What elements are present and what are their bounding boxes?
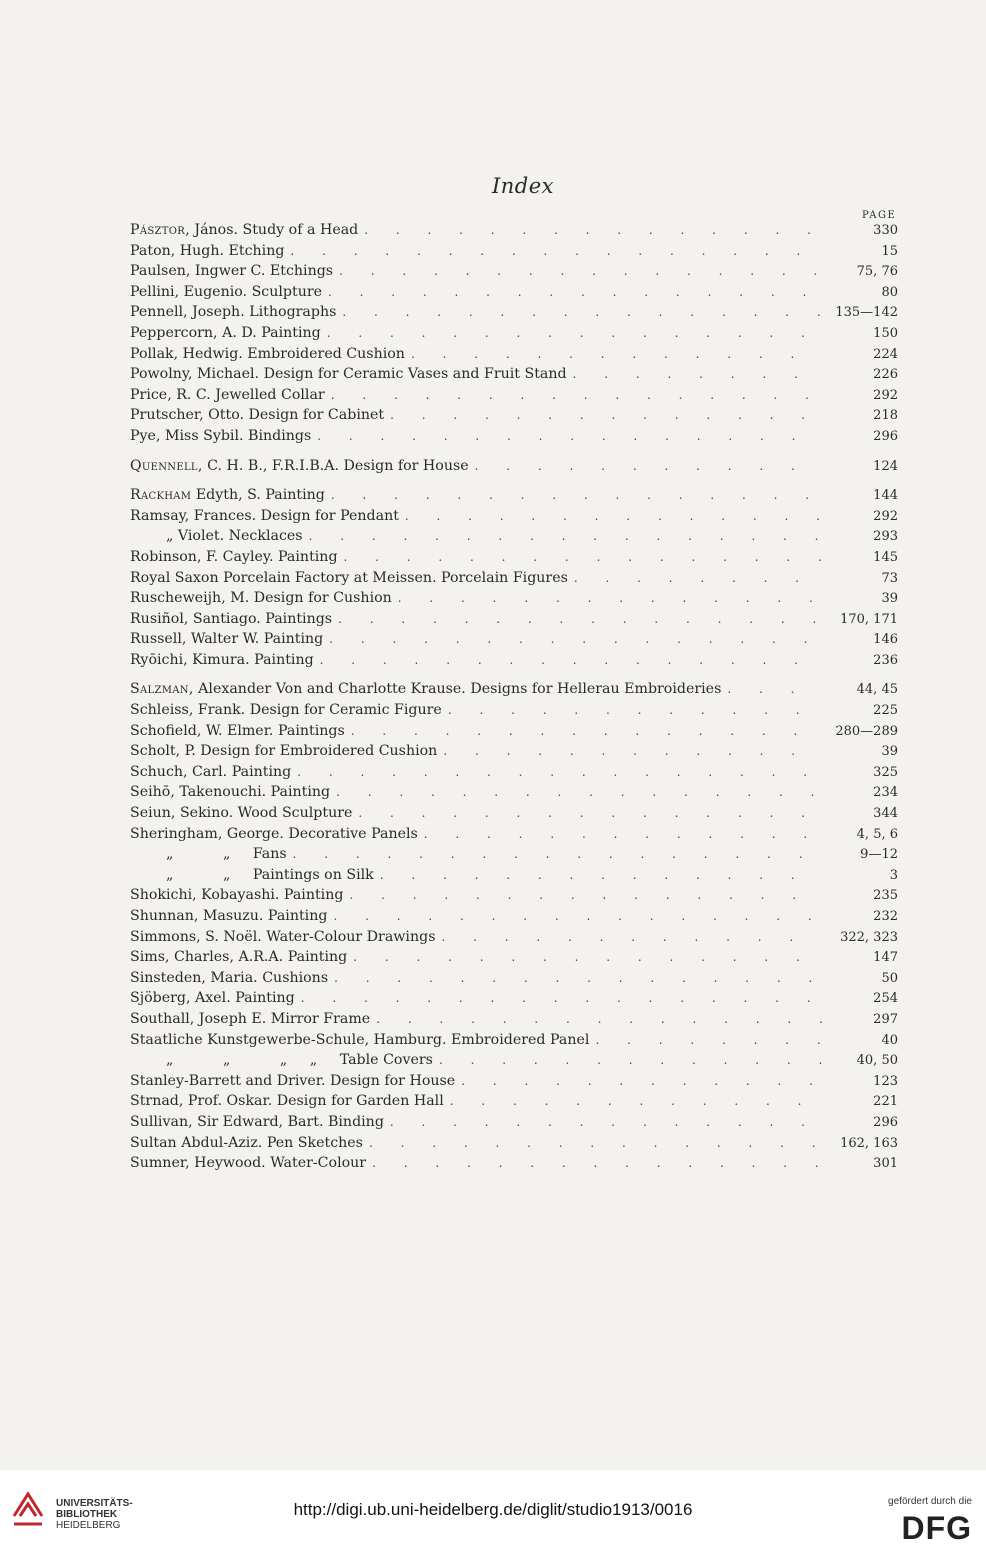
leader-dots (342, 305, 822, 319)
index-entry (130, 346, 898, 367)
page-column-label: PAGE (862, 210, 897, 221)
entry-description: Painting (263, 908, 328, 924)
page-title: Index (491, 174, 555, 198)
entry-description: Bindings (243, 427, 312, 444)
index-entry (130, 1155, 898, 1176)
index-entry (130, 1135, 898, 1156)
index-group (130, 458, 898, 479)
entry-name (130, 304, 336, 320)
entry-name (130, 458, 469, 474)
entry-description: Porcelain Figures (436, 569, 568, 586)
entry-page-number: 162, 163 (840, 1135, 898, 1151)
entry-name (130, 428, 311, 444)
source-url-link[interactable]: http://digi.ub.uni-heidelberg.de/diglit/studio1913/0016 (293, 1500, 693, 1519)
entry-description: Water-Colour Drawings (261, 928, 436, 945)
leader-dots (475, 459, 822, 473)
entry-name (130, 508, 399, 524)
entry-surname: Price, R. C. (130, 386, 211, 403)
entry-description: „ Fans (173, 846, 287, 863)
leader-dots (443, 744, 822, 758)
entry-description: Violet. Necklaces (173, 528, 303, 545)
entry-page-number: 170, 171 (840, 611, 898, 627)
entry-surname: Pásztor, (130, 222, 190, 238)
entry-surname: Seihō, Takenouchi. (130, 784, 267, 801)
index-entry (130, 826, 898, 847)
entry-name (130, 1052, 433, 1068)
entry-page-number: 150 (873, 325, 898, 341)
index-entry (130, 743, 898, 764)
leader-dots (309, 529, 822, 543)
entry-name (130, 366, 567, 382)
entry-description: Alexander Von and Charlotte Krause. Designs for Hellerau Embroideries (193, 681, 722, 698)
entry-name (130, 949, 347, 965)
entry-description: Cushions (257, 969, 329, 986)
entry-name (130, 723, 345, 739)
index-entry (130, 263, 898, 284)
entry-surname: Paton, Hugh. (130, 242, 225, 259)
entry-page-number: 301 (873, 1156, 898, 1172)
entry-page-number: 75, 76 (856, 264, 898, 280)
index-entry (130, 304, 898, 325)
index-entry (130, 764, 898, 785)
entry-surname: „ (166, 846, 174, 863)
entry-description: Painting (279, 887, 344, 904)
index-entry (130, 867, 898, 888)
entry-description: Design for Ceramic Figure (245, 702, 442, 719)
entry-description: Design for House (325, 1072, 456, 1089)
index-entry (130, 387, 898, 408)
leader-dots (320, 653, 822, 667)
leader-dots (290, 244, 822, 258)
entry-surname: Sultan Abdul-Aziz. (130, 1134, 263, 1151)
entry-name (130, 528, 303, 544)
index-entry (130, 325, 898, 346)
leader-dots (380, 868, 822, 882)
leader-dots (327, 326, 822, 340)
index-entry (130, 407, 898, 428)
entry-name (130, 487, 325, 503)
entry-surname: Peppercorn, A. D. (130, 324, 257, 341)
index-entry (130, 487, 898, 508)
entry-surname: Southall, Joseph E. (130, 1010, 267, 1027)
entry-description: Etching (224, 242, 285, 259)
entry-surname: Schofield, W. Elmer. (130, 722, 274, 739)
entry-page-number: 44, 45 (856, 682, 898, 698)
entry-surname: „ (166, 1052, 174, 1069)
entry-surname: Ryōichi, Kimura. (130, 651, 250, 668)
entry-description: Mirror Frame (266, 1010, 371, 1027)
entry-name (130, 1114, 384, 1130)
index-entry (130, 805, 898, 826)
entry-surname: Schuch, Carl. (130, 763, 228, 780)
index-list (130, 222, 898, 1185)
leader-dots (364, 223, 822, 237)
index-entry (130, 549, 898, 570)
index-entry (130, 1073, 898, 1094)
entry-description: Water-Colour (265, 1155, 367, 1172)
index-entry (130, 990, 898, 1011)
entry-description: Embroidered Panel (446, 1031, 590, 1048)
entry-surname: Powolny, Michael. (130, 366, 260, 383)
entry-description: Design for Cabinet (244, 407, 385, 424)
entry-surname: Royal Saxon Porcelain Factory at Meissen. (130, 569, 437, 586)
entry-name (130, 1135, 363, 1151)
entry-description: „ „ „ Table Covers (173, 1052, 433, 1069)
entry-description: Painting (249, 651, 314, 668)
index-entry (130, 458, 898, 479)
entry-name (130, 702, 442, 718)
entry-surname: Pye, Miss Sybil. (130, 427, 244, 444)
entry-surname: Sinsteden, Maria. (130, 969, 258, 986)
index-entry (130, 929, 898, 950)
leader-dots (349, 888, 822, 902)
entry-surname: Sullivan, Sir Edward, Bart. (130, 1113, 324, 1130)
entry-name (130, 263, 333, 279)
entry-name (130, 867, 374, 883)
leader-dots (329, 632, 822, 646)
entry-page-number: 40, 50 (856, 1053, 898, 1069)
index-entry (130, 508, 898, 529)
entry-description: Painting (259, 631, 324, 648)
entry-name (130, 1093, 444, 1109)
entry-surname: Sims, Charles, A.R.A. (130, 949, 284, 966)
entry-description: Lithographs (244, 304, 337, 321)
leader-dots (344, 550, 822, 564)
entry-page-number: 292 (873, 508, 898, 524)
entry-description: János. Study of a Head (189, 222, 359, 238)
entry-name (130, 243, 284, 259)
entry-description: Etchings (265, 263, 334, 280)
leader-dots (369, 1136, 822, 1150)
entry-surname: Paulsen, Ingwer C. (130, 263, 266, 280)
leader-dots (331, 488, 822, 502)
entry-surname: Pennell, Joseph. (130, 304, 245, 321)
entry-page-number: 344 (873, 806, 898, 822)
index-entry (130, 631, 898, 652)
entry-page-number: 73 (881, 570, 898, 586)
entry-surname: Salzman, (130, 681, 194, 698)
entry-name (130, 590, 392, 606)
entry-description: Painting (230, 990, 295, 1007)
index-entry (130, 784, 898, 805)
entry-page-number: 234 (873, 785, 898, 801)
leader-dots (595, 1033, 822, 1047)
library-line-3: HEIDELBERG (56, 1520, 121, 1531)
entry-description: Design for Pendant (256, 507, 399, 524)
entry-surname: Staatliche Kunstgewerbe-Schule, Hamburg. (130, 1031, 447, 1048)
entry-description: Paintings (260, 610, 333, 627)
leader-dots (351, 724, 822, 738)
entry-description: „ Paintings on Silk (173, 866, 374, 883)
index-entry (130, 284, 898, 305)
index-entry (130, 528, 898, 549)
entry-description: Jewelled Collar (210, 386, 325, 403)
funding-note: gefördert durch die (888, 1496, 972, 1507)
entry-surname: Rusiñol, Santiago. (130, 610, 261, 627)
entry-page-number: 330 (873, 223, 898, 238)
entry-page-number: 124 (873, 458, 898, 474)
entry-page-number: 145 (873, 549, 898, 565)
leader-dots (398, 591, 822, 605)
entry-name (130, 846, 287, 862)
index-entry (130, 428, 898, 449)
entry-page-number: 224 (873, 346, 898, 362)
entry-page-number: 236 (873, 652, 898, 668)
entry-name (130, 611, 332, 627)
entry-page-number: 50 (881, 970, 898, 986)
index-group (130, 222, 898, 449)
leader-dots (390, 1115, 822, 1129)
entry-surname: Rackham (130, 487, 192, 504)
entry-description: Paintings (273, 722, 345, 739)
entry-surname: Pellini, Eugenio. (130, 283, 248, 300)
entry-name (130, 346, 405, 362)
leader-dots (338, 612, 822, 626)
index-entry (130, 1032, 898, 1053)
entry-page-number: 39 (881, 744, 898, 760)
entry-page-number: 80 (881, 284, 898, 300)
leader-dots (727, 682, 822, 696)
entry-name (130, 1155, 366, 1171)
leader-dots (448, 703, 822, 717)
entry-surname: Seiun, Sekino. (130, 805, 234, 822)
entry-surname: Ruscheweijh, M. (130, 590, 250, 607)
entry-name (130, 764, 291, 780)
entry-description: Design for Ceramic Vases and Fruit Stand (259, 366, 567, 383)
entry-name (130, 325, 321, 341)
index-entry (130, 681, 898, 702)
leader-dots (376, 1012, 822, 1026)
entry-description: Binding (323, 1113, 384, 1130)
leader-dots (334, 971, 822, 985)
entry-surname: Strnad, Prof. Oskar. (130, 1093, 273, 1110)
entry-name (130, 805, 352, 821)
entry-page-number: 4, 5, 6 (856, 826, 898, 842)
entry-page-number: 296 (873, 1114, 898, 1130)
entry-page-number: 292 (873, 387, 898, 403)
entry-surname: Simmons, S. Noël. (130, 928, 262, 945)
entry-name (130, 1011, 370, 1027)
entry-description: Decorative Panels (283, 825, 418, 842)
index-entry (130, 222, 898, 243)
entry-description: Design for Garden Hall (272, 1093, 444, 1110)
index-entry (130, 908, 898, 929)
entry-description: Sculpture (247, 283, 323, 300)
entry-surname: Ramsay, Frances. (130, 507, 257, 524)
entry-surname: Shokichi, Kobayashi. (130, 887, 280, 904)
index-entry (130, 970, 898, 991)
index-entry (130, 366, 898, 387)
entry-description: Pen Sketches (262, 1134, 363, 1151)
entry-description: Painting (283, 949, 348, 966)
leader-dots (333, 909, 822, 923)
entry-surname: „ (166, 866, 174, 883)
index-entry (130, 1114, 898, 1135)
entry-surname: Pollak, Hedwig. (130, 345, 243, 362)
entry-page-number: 293 (873, 529, 898, 545)
entry-name (130, 908, 327, 924)
index-entry (130, 590, 898, 611)
entry-surname: Sumner, Heywood. (130, 1155, 266, 1172)
leader-dots (574, 571, 822, 585)
entry-name (130, 284, 322, 300)
leader-dots (358, 806, 822, 820)
entry-surname: Russell, Walter W. (130, 631, 260, 648)
leader-dots (372, 1156, 822, 1170)
index-entry (130, 1052, 898, 1073)
entry-name (130, 743, 437, 759)
index-group (130, 487, 898, 672)
entry-surname: Sjöberg, Axel. (130, 990, 231, 1007)
entry-surname: Sheringham, George. (130, 825, 284, 842)
leader-dots (390, 408, 822, 422)
leader-dots (353, 950, 822, 964)
entry-name (130, 970, 328, 986)
entry-name (130, 990, 295, 1006)
entry-surname: Stanley-Barrett and Driver. (130, 1072, 326, 1089)
entry-page-number: 325 (873, 764, 898, 780)
dfg-logo: DFG (901, 1510, 972, 1546)
entry-page-number: 254 (873, 991, 898, 1007)
entry-description: Design for Cushion (249, 590, 392, 607)
entry-page-number: 322, 323 (840, 929, 898, 945)
entry-name (130, 1032, 589, 1048)
entry-page-number: 218 (873, 408, 898, 424)
entry-description: Design for Embroidered Cushion (195, 743, 438, 760)
leader-dots (439, 1053, 822, 1067)
entry-page-number: 135—142 (835, 305, 898, 321)
entry-surname: Schleiss, Frank. (130, 702, 246, 719)
entry-page-number: 15 (881, 243, 898, 259)
entry-description: Painting (273, 548, 338, 565)
entry-name (130, 826, 418, 842)
entry-surname: Robinson, F. Cayley. (130, 548, 274, 565)
entry-description: Edyth, S. Painting (191, 487, 325, 504)
entry-name (130, 1073, 455, 1089)
entry-page-number: 235 (873, 888, 898, 904)
index-entry (130, 652, 898, 673)
index-entry (130, 949, 898, 970)
entry-page-number: 3 (889, 867, 898, 883)
library-line-1: UNIVERSITÄTS- (56, 1498, 133, 1509)
leader-dots (461, 1074, 822, 1088)
index-entry (130, 243, 898, 264)
leader-dots (411, 347, 822, 361)
leader-dots (301, 991, 822, 1005)
entry-page-number: 40 (881, 1032, 898, 1048)
entry-name (130, 784, 330, 800)
footer-bar (0, 1470, 986, 1554)
entry-page-number: 146 (873, 632, 898, 648)
leader-dots (573, 367, 822, 381)
entry-page-number: 9—12 (860, 847, 898, 863)
entry-name (130, 387, 325, 403)
entry-surname: Prutscher, Otto. (130, 407, 245, 424)
entry-name (130, 570, 568, 586)
entry-surname: Shunnan, Masuzu. (130, 908, 264, 924)
leader-dots (441, 930, 822, 944)
leader-dots (328, 285, 822, 299)
entry-name (130, 407, 384, 423)
entry-surname: Scholt, P. (130, 743, 196, 760)
entry-page-number: 296 (873, 428, 898, 444)
index-entry (130, 1093, 898, 1114)
entry-surname: Quennell, (130, 457, 203, 474)
entry-name (130, 929, 435, 945)
leader-dots (331, 388, 822, 402)
index-entry (130, 611, 898, 632)
entry-description: Wood Sculpture (233, 805, 353, 822)
index-entry (130, 570, 898, 591)
entry-name (130, 549, 338, 565)
entry-surname: „ (166, 528, 174, 545)
entry-description: Embroidered Cushion (242, 345, 405, 362)
index-entry (130, 846, 898, 867)
entry-name (130, 887, 343, 903)
entry-page-number: 147 (873, 950, 898, 966)
leader-dots (450, 1094, 822, 1108)
index-entry (130, 702, 898, 723)
leader-dots (297, 765, 822, 779)
entry-name (130, 681, 721, 697)
library-line-2: BIBLIOTHEK (56, 1509, 118, 1520)
index-group (130, 681, 898, 1175)
index-entry (130, 1011, 898, 1032)
entry-name (130, 631, 323, 647)
leader-dots (293, 847, 822, 861)
entry-page-number: 232 (873, 909, 898, 924)
entry-page-number: 221 (873, 1094, 898, 1110)
entry-description: Painting (227, 763, 292, 780)
entry-page-number: 225 (873, 703, 898, 719)
entry-page-number: 123 (873, 1073, 898, 1089)
index-entry (130, 723, 898, 744)
entry-description: Painting (266, 784, 331, 801)
leader-dots (336, 785, 822, 799)
entry-description: C. H. B., F.R.I.B.A. Design for House (202, 457, 469, 474)
entry-page-number: 297 (873, 1011, 898, 1027)
entry-page-number: 39 (881, 591, 898, 607)
leader-dots (424, 827, 822, 841)
entry-page-number: 144 (873, 488, 898, 504)
leader-dots (405, 509, 822, 523)
leader-dots (317, 429, 822, 443)
entry-name (130, 222, 358, 238)
entry-name (130, 652, 314, 668)
entry-page-number: 226 (873, 367, 898, 383)
leader-dots (339, 264, 822, 278)
entry-page-number: 280—289 (835, 723, 898, 739)
index-entry (130, 887, 898, 908)
entry-description: Painting (256, 324, 321, 341)
